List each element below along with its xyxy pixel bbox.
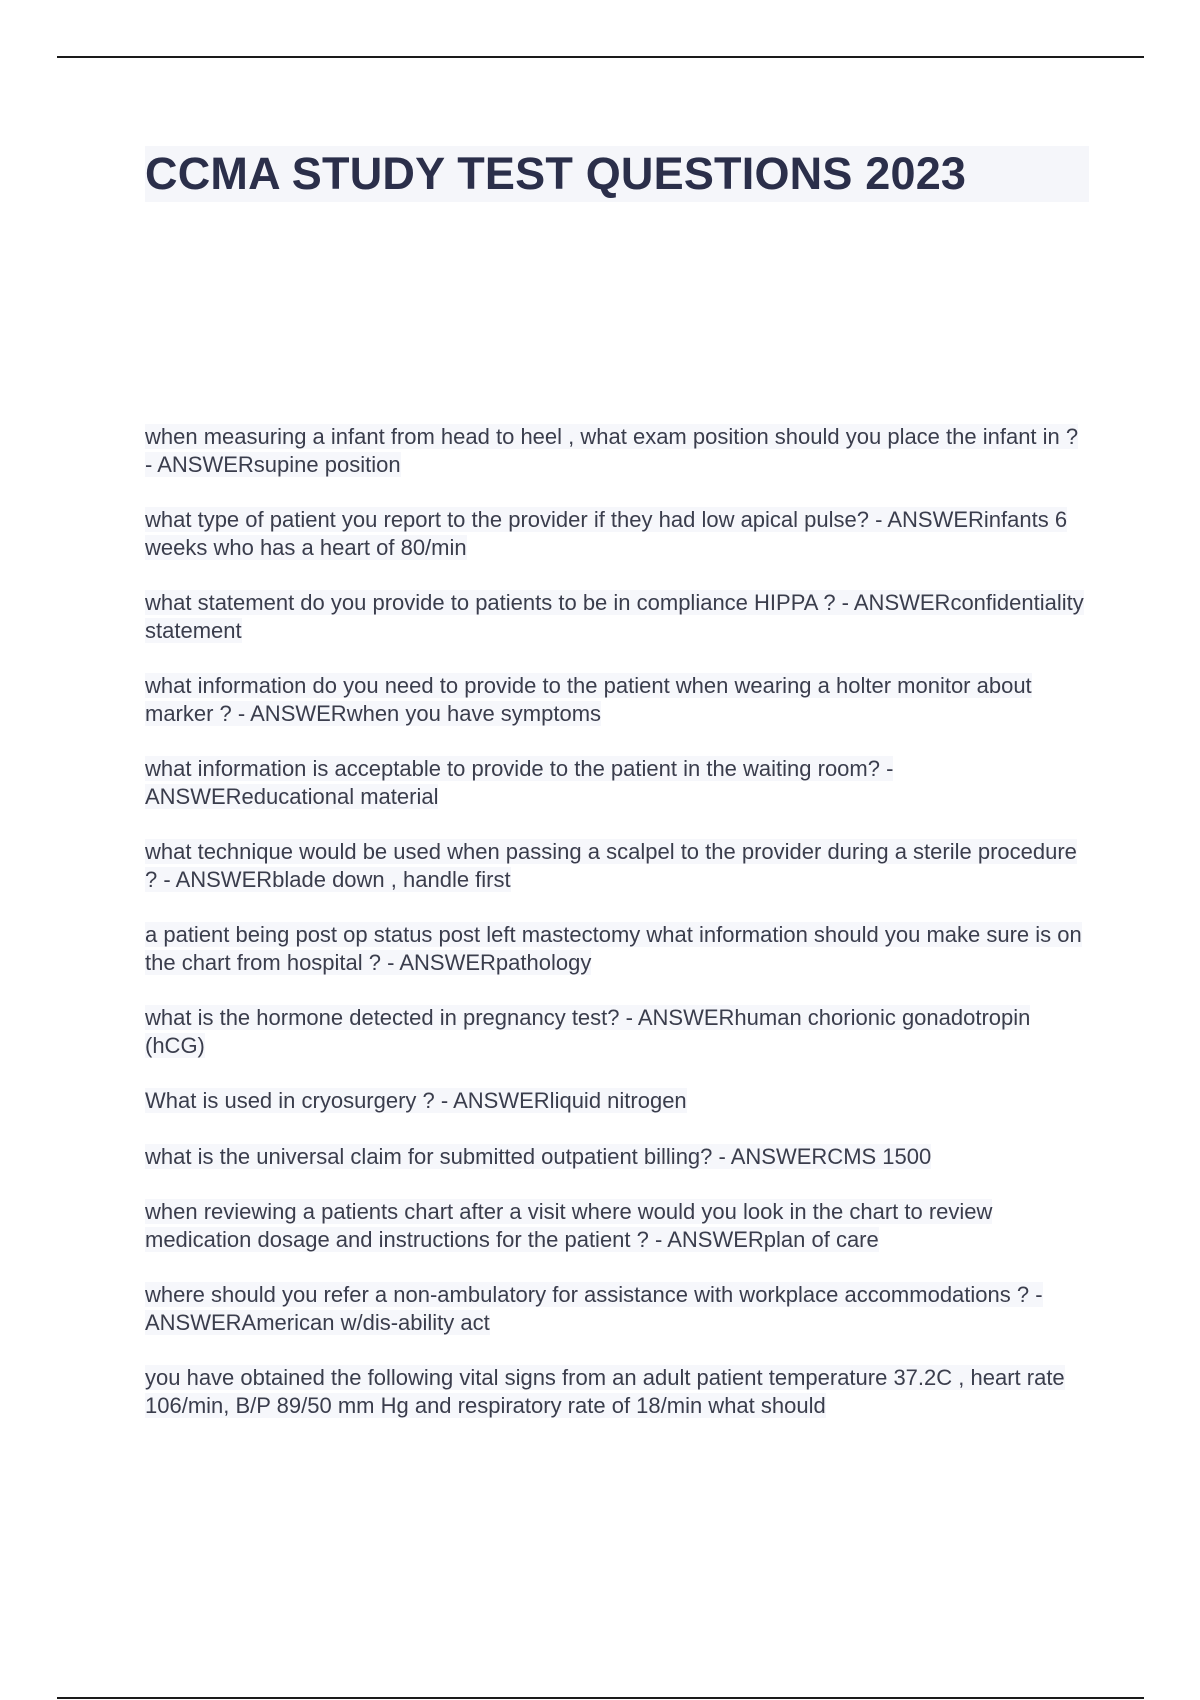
qa-item bbox=[145, 1364, 1085, 1419]
qa-text: what is the hormone detected in pregnancy test? - ANSWERhuman chorionic gonadotropin (hCG) bbox=[145, 1005, 1031, 1058]
qa-text: what technique would be used when passing a scalpel to the provider during a sterile procedure ? - ANSWERblade down , handle first bbox=[145, 839, 1077, 892]
qa-text: what information is acceptable to provide to the patient in the waiting room? - ANSWEReducational material bbox=[145, 756, 894, 809]
qa-text: what information do you need to provide to the patient when wearing a holter monitor about marker ? - ANSWERwhen you have symptoms bbox=[145, 673, 1032, 726]
qa-text: what is the universal claim for submitted outpatient billing? - ANSWERCMS 1500 bbox=[145, 1143, 932, 1169]
qa-item bbox=[145, 921, 1085, 976]
qa-item bbox=[145, 589, 1085, 644]
qa-list bbox=[145, 423, 1085, 1447]
qa-item bbox=[145, 1143, 1085, 1171]
qa-text: when reviewing a patients chart after a visit where would you look in the chart to review medication dosage and instructions for the patient ? - ANSWERplan of care bbox=[145, 1199, 993, 1252]
qa-text: a patient being post op status post left mastectomy what information should you make sure is on the chart from hospital ? - ANSWERpathology bbox=[145, 922, 1082, 975]
bottom-page-rule bbox=[57, 1697, 1144, 1699]
qa-item bbox=[145, 1087, 1085, 1115]
qa-text: what statement do you provide to patients to be in compliance HIPPA ? - ANSWERconfidentiality statement bbox=[145, 590, 1084, 643]
qa-item bbox=[145, 423, 1085, 478]
qa-text: when measuring a infant from head to heel , what exam position should you place the infant in ? - ANSWERsupine position bbox=[145, 424, 1079, 477]
title-banner bbox=[145, 146, 1089, 202]
qa-item bbox=[145, 1281, 1085, 1336]
qa-item bbox=[145, 672, 1085, 727]
qa-item bbox=[145, 755, 1085, 810]
qa-item bbox=[145, 1198, 1085, 1253]
qa-text: what type of patient you report to the provider if they had low apical pulse? - ANSWERinfants 6 weeks who has a heart of 80/min bbox=[145, 507, 1068, 560]
top-page-rule bbox=[57, 56, 1144, 58]
qa-text: you have obtained the following vital signs from an adult patient temperature 37.2C , heart rate 106/min, B/P 89/50 mm Hg and respiratory rate of 18/min what should bbox=[145, 1365, 1065, 1418]
qa-item bbox=[145, 838, 1085, 893]
qa-text: What is used in cryosurgery ? - ANSWERliquid nitrogen bbox=[145, 1088, 687, 1113]
qa-item bbox=[145, 506, 1085, 561]
document-title: CCMA STUDY TEST QUESTIONS 2023 bbox=[145, 148, 967, 199]
qa-text: where should you refer a non-ambulatory for assistance with workplace accommodations ? - ANSWERAmerican w/dis-ability act bbox=[145, 1282, 1043, 1335]
qa-item bbox=[145, 1004, 1085, 1059]
